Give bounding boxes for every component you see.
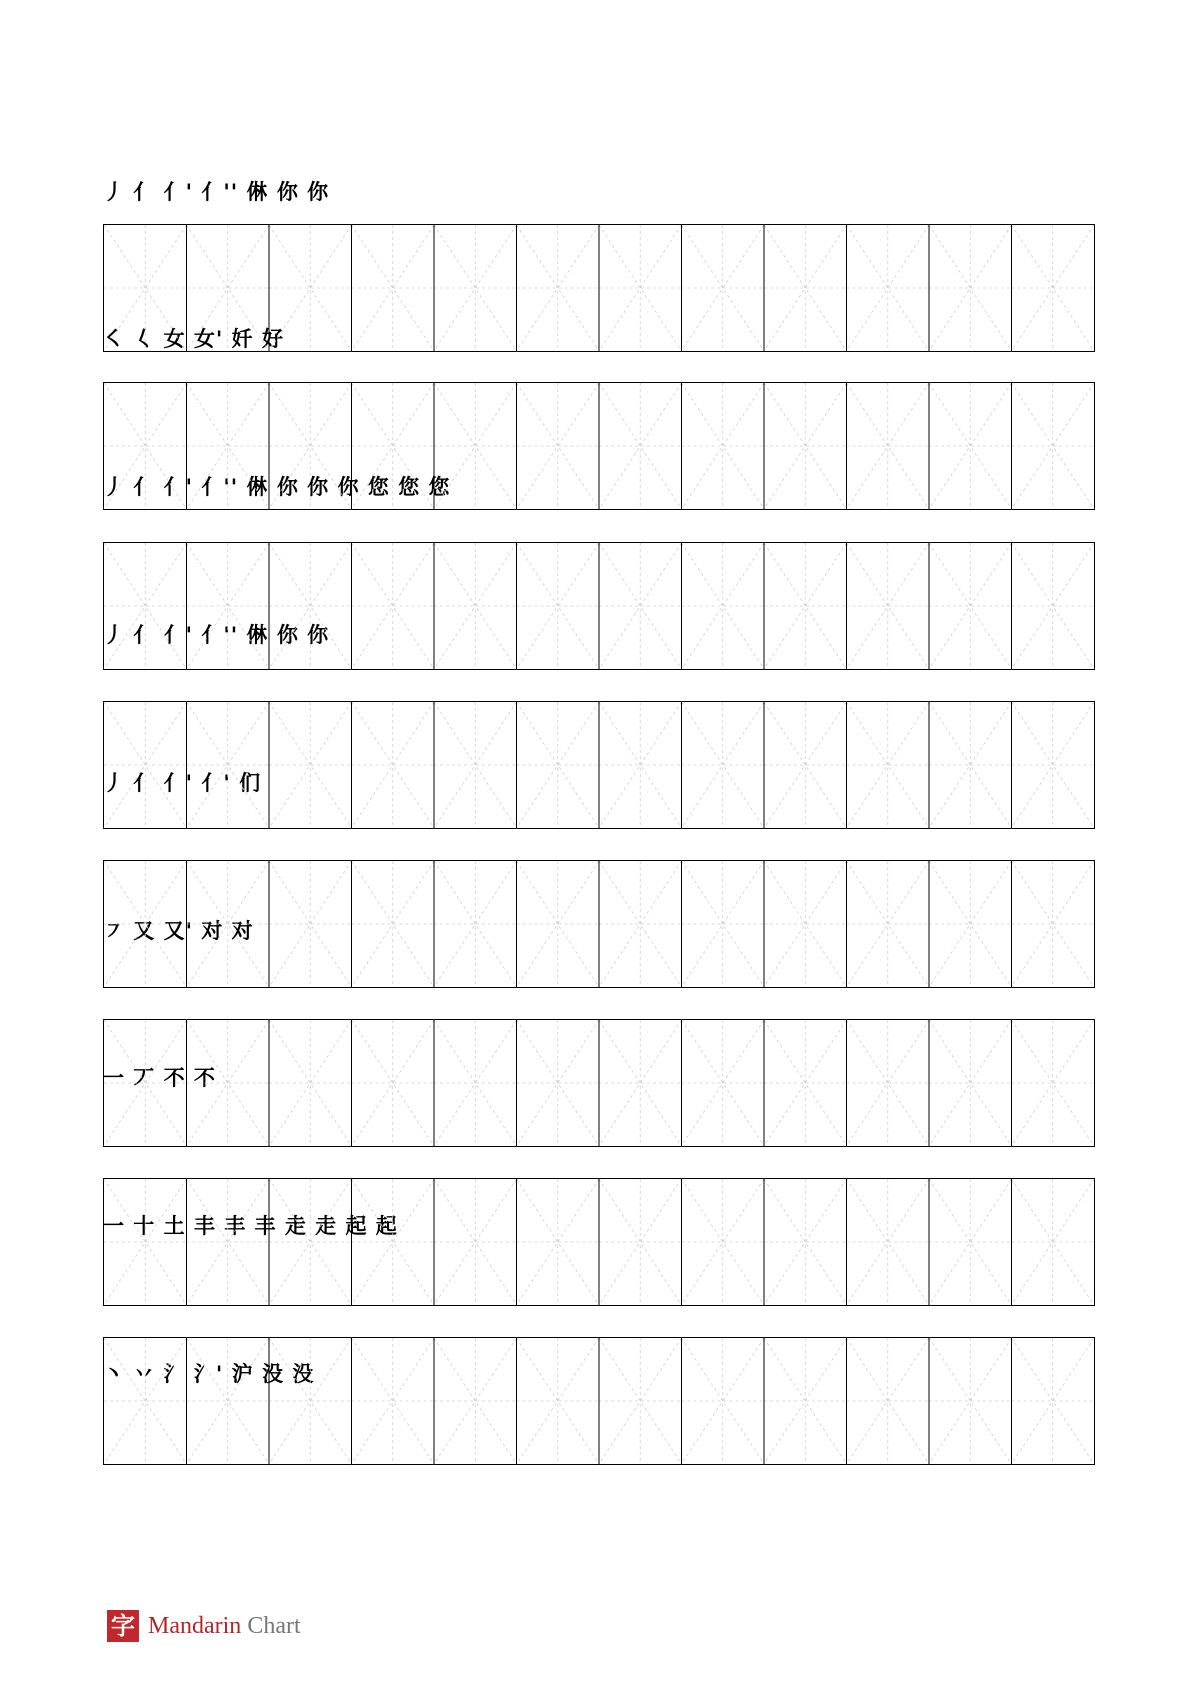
grid-lines <box>104 861 1094 987</box>
practice-grid-row-2 <box>103 382 1095 510</box>
grid-lines <box>104 543 1094 669</box>
practice-grid-row-8 <box>103 1337 1095 1465</box>
practice-grid-row-3 <box>103 542 1095 670</box>
stroke-sequence-dui: ㇇ 又 又' 对 对 <box>103 918 254 943</box>
brand-name <box>148 1610 301 1642</box>
brand-name-mandarin: Mandarin <box>148 1613 242 1639</box>
stroke-sequence-hao: ㇛ 𡿨 女 女' 奷 好 <box>103 326 284 351</box>
stroke-sequence-qi: 一 十 土 丰 丰 丰 走 走 起 起 <box>103 1213 398 1238</box>
stroke-sequence-mei: 丶 丷 氵 氵' 沪 没 没 <box>103 1361 315 1386</box>
stroke-sequence-men: 丿 亻 亻' 亻' 们 <box>103 770 262 795</box>
grid-lines <box>104 383 1094 509</box>
practice-grid-row-5 <box>103 860 1095 988</box>
stroke-sequence-ni-2: 丿 亻 亻' 亻'' 㑣 你 你 <box>103 622 330 647</box>
brand-logo-icon: 字 <box>107 1610 139 1642</box>
grid-lines <box>104 1338 1094 1464</box>
grid-lines <box>104 225 1094 351</box>
stroke-sequence-ni: 丿 亻 亻' 亻'' 㑣 你 你 <box>103 179 330 204</box>
grid-lines <box>104 1179 1094 1305</box>
stroke-sequence-nin: 丿 亻 亻' 亻'' 㑣 你 你 你 您 您 您 <box>103 474 451 499</box>
practice-grid-row-4 <box>103 701 1095 829</box>
practice-grid-row-1 <box>103 224 1095 352</box>
practice-grid-row-6 <box>103 1019 1095 1147</box>
brand-name-chart: Chart <box>247 1613 301 1639</box>
grid-lines <box>104 1020 1094 1146</box>
practice-grid-row-7 <box>103 1178 1095 1306</box>
grid-lines <box>104 702 1094 828</box>
stroke-sequence-bu: 一 丆 不 不 <box>103 1065 216 1090</box>
